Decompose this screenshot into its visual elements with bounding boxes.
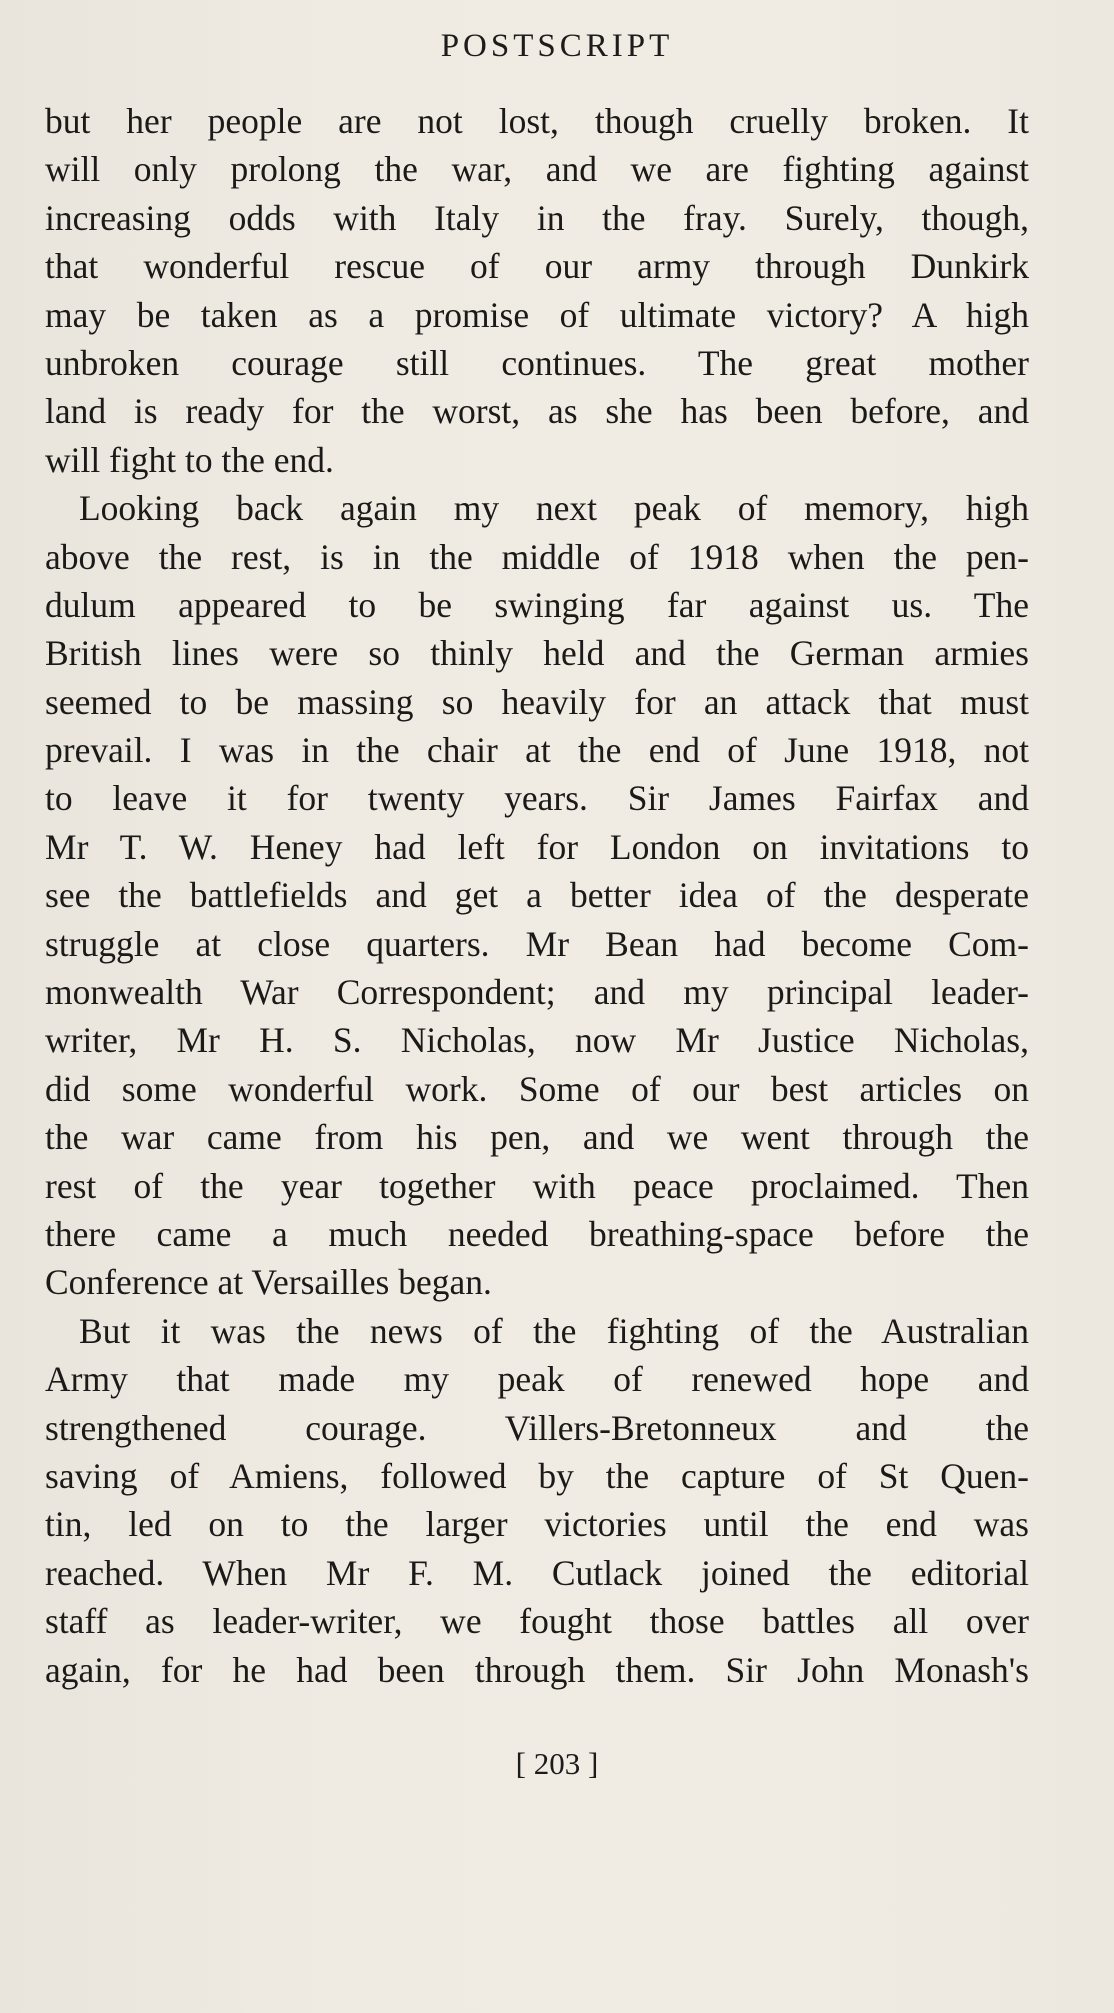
text-line: dulum appeared to be swinging far against us. The <box>45 584 1029 625</box>
text-line: land is ready for the worst, as she has been before, and <box>45 391 1029 432</box>
paragraph-1 <box>45 97 1029 484</box>
text-line: see the battlefields and get a better idea of the desperate <box>45 875 1029 916</box>
text-line: but her people are not lost, though cruelly broken. It <box>45 101 1029 141</box>
page-number: [ 203 ] <box>515 1746 599 1781</box>
text-line: increasing odds with Italy in the fray. Surely, though, <box>45 197 1029 238</box>
text-line: But it was the news of the fighting of the Australian <box>79 1310 1029 1351</box>
text-line: the war came from his pen, and we went through the <box>45 1117 1029 1158</box>
text-line: saving of Amiens, followed by the capture of St Quen- <box>45 1455 1029 1496</box>
text-line: that wonderful rescue of our army through Dunkirk <box>45 246 1029 287</box>
text-line: unbroken courage still continues. The great mother <box>45 342 1029 383</box>
text-line: British lines were so thinly held and the German armies <box>45 633 1029 674</box>
text-line: struggle at close quarters. Mr Bean had become Com- <box>45 923 1029 964</box>
text-line: will fight to the end. <box>45 439 334 480</box>
text-line: seemed to be massing so heavily for an attack that must <box>45 681 1029 722</box>
text-line: will only prolong the war, and we are fighting against <box>45 149 1029 190</box>
text-line: above the rest, is in the middle of 1918 when the pen- <box>45 536 1029 577</box>
text-line: writer, Mr H. S. Nicholas, now Mr Justice Nicholas, <box>45 1020 1029 1061</box>
text-line: Mr T. W. Heney had left for London on invitations to <box>45 826 1029 867</box>
text-line: rest of the year together with peace proclaimed. Then <box>45 1165 1029 1206</box>
text-line: staff as leader-writer, we fought those battles all over <box>45 1601 1029 1642</box>
text-line: may be taken as a promise of ultimate victory? A high <box>45 294 1029 335</box>
text-line: to leave it for twenty years. Sir James Fairfax and <box>45 778 1029 819</box>
text-line: Army that made my peak of renewed hope and <box>45 1359 1029 1400</box>
body-text <box>45 97 1029 1694</box>
paragraph-3 <box>45 1307 1029 1694</box>
running-head: POSTSCRIPT <box>440 28 674 64</box>
text-line: prevail. I was in the chair at the end of June 1918, not <box>45 730 1029 771</box>
text-line: monwealth War Correspondent; and my principal leader- <box>45 972 1029 1013</box>
text-line: Looking back again my next peak of memory, high <box>79 488 1029 529</box>
text-line: there came a much needed breathing-space before the <box>45 1213 1029 1254</box>
text-line: reached. When Mr F. M. Cutlack joined the editorial <box>45 1552 1029 1593</box>
text-line: strengthened courage. Villers-Bretonneux and the <box>45 1407 1029 1448</box>
text-line: again, for he had been through them. Sir John Monash's <box>45 1649 1029 1690</box>
paragraph-2 <box>45 484 1029 1307</box>
text-line: Conference at Versailles began. <box>45 1262 492 1303</box>
text-line: did some wonderful work. Some of our best articles on <box>45 1068 1029 1109</box>
text-line: tin, led on to the larger victories until the end was <box>45 1504 1029 1545</box>
